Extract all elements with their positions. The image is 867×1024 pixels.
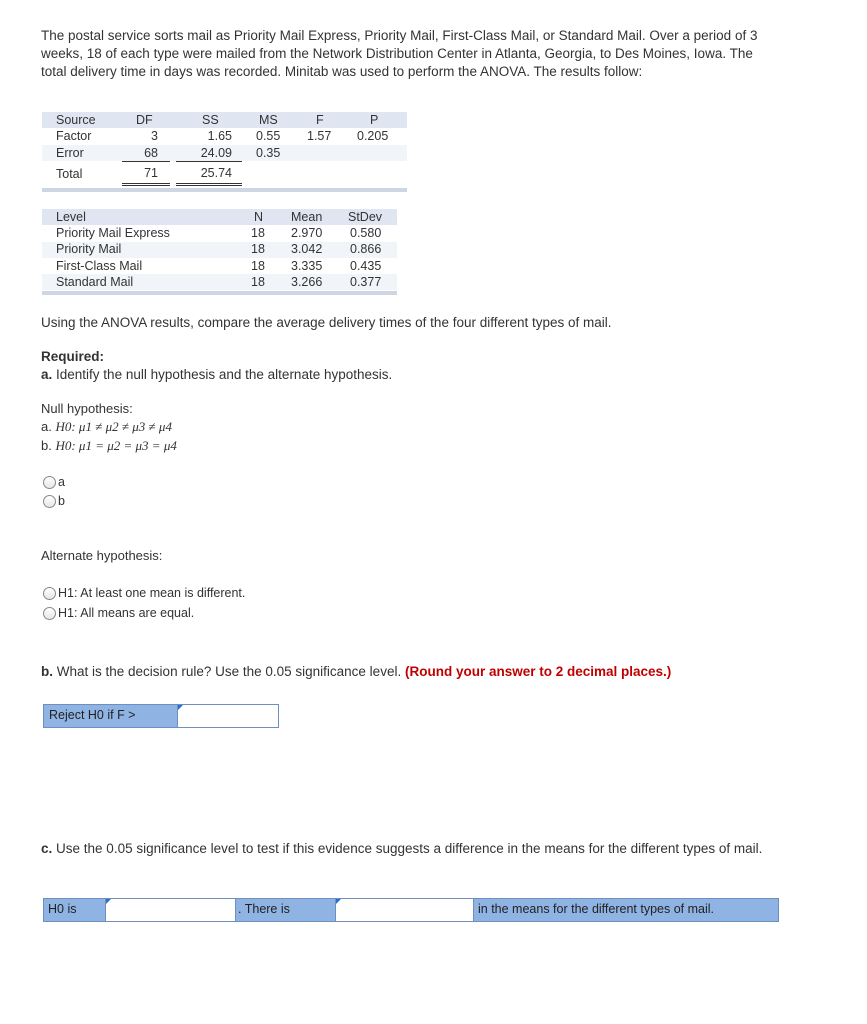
anova-ss-total: 25.74 (200, 166, 232, 180)
tail-label-cell (473, 898, 779, 922)
null-option-b-text (41, 438, 177, 454)
anova-header-p: P (370, 113, 379, 127)
null-option-a-text (41, 419, 172, 435)
h0-decision-input[interactable] (105, 898, 236, 922)
level-stdev: 0.377 (350, 275, 382, 289)
level-n: 18 (251, 259, 265, 273)
anova-ms-factor: 0.55 (256, 129, 281, 143)
anova-header-f: F (316, 113, 324, 127)
levels-header-stdev: StDev (348, 210, 383, 224)
tail-label: in the means for the different types of mail. (478, 902, 715, 916)
dot-separator: . (238, 902, 242, 916)
difference-input[interactable] (335, 898, 474, 922)
h0-is-label: H0 is (48, 902, 77, 916)
anova-ss-factor: 1.65 (207, 129, 232, 143)
alt-radio-2[interactable] (43, 607, 56, 620)
level-stdev: 0.580 (350, 226, 382, 240)
part-b-text: What is the decision rule? Use the 0.05 significance level. (56, 664, 402, 679)
required-label: Required: (41, 349, 105, 364)
ss-total-double-rule (176, 183, 242, 186)
decision-rule-label: Reject H0 if F > (49, 708, 136, 722)
part-b-prompt (41, 664, 671, 679)
anova-header-source: Source (56, 113, 96, 127)
null-option-b-letter: b. (41, 438, 52, 453)
alt-radio-2-option[interactable] (43, 606, 194, 620)
part-a-text: Identify the null hypothesis and the alternate hypothesis. (56, 367, 393, 382)
levels-table (42, 209, 397, 299)
anova-df-factor: 3 (151, 129, 158, 143)
null-radio-a-label: a (58, 475, 65, 489)
anova-bottom-band (42, 188, 407, 192)
anova-header-df: DF (136, 113, 153, 127)
anova-source-error: Error (56, 146, 84, 160)
compare-text: Using the ANOVA results, compare the average delivery times of the four different types of mail. (41, 315, 612, 330)
anova-f-factor: 1.57 (307, 129, 332, 143)
level-n: 18 (251, 226, 265, 240)
anova-source-total: Total (56, 167, 83, 181)
anova-header-ss: SS (202, 113, 219, 127)
level-name: First-Class Mail (56, 259, 143, 273)
part-a-letter: a. (41, 367, 53, 382)
null-option-a-expr: H0: μ1 ≠ μ2 ≠ μ3 ≠ μ4 (55, 419, 172, 434)
null-option-a-letter: a. (41, 419, 52, 434)
anova-df-error: 68 (144, 146, 158, 160)
ss-sum-rule (176, 161, 242, 162)
there-is-label-cell (235, 898, 336, 922)
levels-header-level: Level (56, 210, 86, 224)
decision-rule-input-flag (178, 705, 183, 710)
level-name: Standard Mail (56, 275, 134, 289)
alt-radio-1-option[interactable] (43, 586, 245, 600)
there-is-label: There is (244, 902, 290, 916)
df-sum-rule (122, 161, 170, 162)
null-radio-b-option[interactable] (43, 494, 65, 508)
h0-is-label-cell (43, 898, 106, 922)
part-a-prompt (41, 367, 392, 382)
level-stdev: 0.435 (350, 259, 382, 273)
anova-source-factor: Factor (56, 129, 92, 143)
h0-decision-input-flag (106, 899, 111, 904)
levels-header-n: N (254, 210, 264, 224)
anova-header-ms: MS (259, 113, 278, 127)
null-option-b-expr: H0: μ1 = μ2 = μ3 = μ4 (55, 438, 177, 453)
levels-header-mean: Mean (291, 210, 323, 224)
levels-bottom-band (42, 291, 397, 295)
null-radio-a[interactable] (43, 476, 56, 489)
level-mean: 3.335 (291, 259, 323, 273)
level-mean: 3.042 (291, 242, 323, 256)
level-name: Priority Mail (56, 242, 122, 256)
decision-rule-label-cell (43, 704, 178, 728)
alternate-hypothesis-label: Alternate hypothesis: (41, 548, 163, 563)
level-mean: 3.266 (291, 275, 323, 289)
part-c-prompt (41, 840, 771, 858)
anova-ss-error: 24.09 (200, 146, 232, 160)
difference-input-flag (336, 899, 341, 904)
anova-ms-error: 0.35 (256, 146, 281, 160)
alt-option-2-label: H1: All means are equal. (58, 606, 195, 620)
alt-radio-1[interactable] (43, 587, 56, 600)
part-c-letter: c. (41, 841, 53, 856)
level-n: 18 (251, 242, 265, 256)
level-mean: 2.970 (291, 226, 323, 240)
anova-p-factor: 0.205 (357, 129, 389, 143)
level-stdev: 0.866 (350, 242, 382, 256)
part-b-letter: b. (41, 664, 53, 679)
null-radio-b-label: b (58, 494, 65, 508)
null-radio-b[interactable] (43, 495, 56, 508)
part-c-text: Use the 0.05 significance level to test if this evidence suggests a difference in the means for the different types of mail. (56, 841, 763, 856)
part-b-note: (Round your answer to 2 decimal places.) (404, 664, 672, 679)
null-radio-a-option[interactable] (43, 475, 65, 489)
alt-option-1-label: H1: At least one mean is different. (58, 586, 246, 600)
null-hypothesis-label: Null hypothesis: (41, 401, 133, 416)
df-total-double-rule (122, 183, 170, 186)
level-n: 18 (251, 275, 265, 289)
intro-paragraph: The postal service sorts mail as Priority Mail Express, Priority Mail, First-Class Mail, or Standard Mail. Over a period of 3 weeks, 18 of each type were mailed from the Network Distribution Center in Atlanta, Georgia, to Des Moines, Iowa. The total delivery time in days was recorded. Minitab was used to perform the ANOVA. The results follow: (41, 28, 758, 79)
anova-table (42, 112, 407, 192)
anova-df-total: 71 (144, 166, 158, 180)
level-name: Priority Mail Express (56, 226, 170, 240)
decision-rule-input[interactable] (177, 704, 279, 728)
